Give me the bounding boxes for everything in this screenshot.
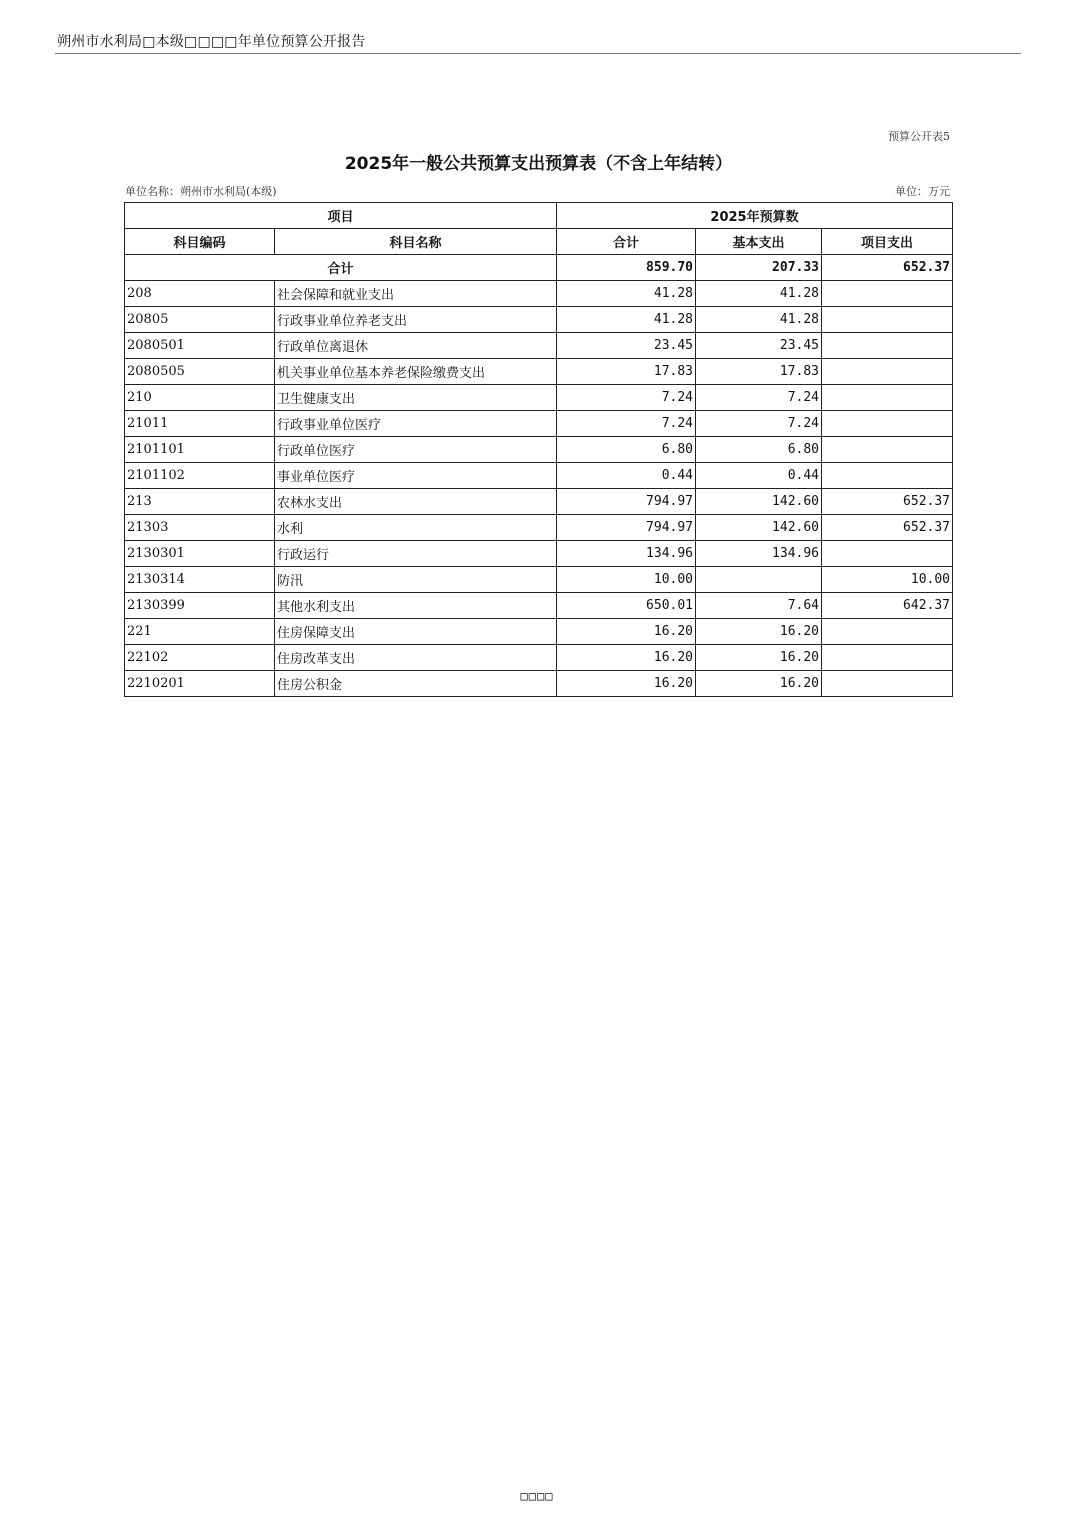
subject-name: 事业单位医疗 xyxy=(275,463,557,489)
table-row xyxy=(125,593,953,619)
total-basic: 207.33 xyxy=(696,255,822,281)
amount-project xyxy=(822,671,953,697)
column-header-project: 项目支出 xyxy=(822,229,953,255)
amount-total: 7.24 xyxy=(557,411,696,437)
amount-basic: 142.60 xyxy=(696,489,822,515)
table-row xyxy=(125,307,953,333)
table-row xyxy=(125,463,953,489)
table-row xyxy=(125,281,953,307)
form-number: 预算公开表5 xyxy=(888,130,950,143)
budget-table xyxy=(124,202,953,697)
subject-name: 卫生健康支出 xyxy=(275,385,557,411)
amount-project: 652.37 xyxy=(822,489,953,515)
subject-code: 213 xyxy=(125,489,275,515)
table-row xyxy=(125,437,953,463)
amount-basic: 16.20 xyxy=(696,645,822,671)
header-budget-year: 2025年预算数 xyxy=(557,203,953,229)
amount-total: 0.44 xyxy=(557,463,696,489)
subject-code: 2101101 xyxy=(125,437,275,463)
column-header-code: 科目编码 xyxy=(125,229,275,255)
header-row-columns xyxy=(125,229,953,255)
amount-project xyxy=(822,619,953,645)
amount-project xyxy=(822,307,953,333)
subject-code: 22102 xyxy=(125,645,275,671)
subject-code: 2130301 xyxy=(125,541,275,567)
amount-basic: 41.28 xyxy=(696,307,822,333)
page-title: 2025年一般公共预算支出预算表（不含上年结转） xyxy=(344,154,733,174)
total-row xyxy=(125,255,953,281)
subject-name: 农林水支出 xyxy=(275,489,557,515)
subject-code: 2130314 xyxy=(125,567,275,593)
subject-code: 210 xyxy=(125,385,275,411)
amount-basic: 134.96 xyxy=(696,541,822,567)
amount-basic xyxy=(696,567,822,593)
table-row xyxy=(125,645,953,671)
amount-project xyxy=(822,541,953,567)
amount-project xyxy=(822,463,953,489)
amount-basic: 7.24 xyxy=(696,411,822,437)
table-row xyxy=(125,385,953,411)
table-row xyxy=(125,515,953,541)
total-label: 合计 xyxy=(125,255,557,281)
header-divider xyxy=(55,53,1021,54)
amount-project xyxy=(822,411,953,437)
running-header: 朔州市水利局□本级□□□□年单位预算公开报告 xyxy=(57,34,366,50)
subject-name: 行政事业单位养老支出 xyxy=(275,307,557,333)
table-row xyxy=(125,567,953,593)
amount-total: 41.28 xyxy=(557,307,696,333)
subject-code: 2080505 xyxy=(125,359,275,385)
amount-total: 650.01 xyxy=(557,593,696,619)
amount-project xyxy=(822,385,953,411)
subject-name: 水利 xyxy=(275,515,557,541)
column-header-total: 合计 xyxy=(557,229,696,255)
header-item: 项目 xyxy=(125,203,557,229)
table-row xyxy=(125,359,953,385)
total-project: 652.37 xyxy=(822,255,953,281)
amount-basic: 17.83 xyxy=(696,359,822,385)
amount-total: 134.96 xyxy=(557,541,696,567)
amount-project: 652.37 xyxy=(822,515,953,541)
subject-code: 2130399 xyxy=(125,593,275,619)
subject-code: 2210201 xyxy=(125,671,275,697)
subject-name: 其他水利支出 xyxy=(275,593,557,619)
subject-code: 2080501 xyxy=(125,333,275,359)
subject-code: 21303 xyxy=(125,515,275,541)
subject-name: 社会保障和就业支出 xyxy=(275,281,557,307)
subject-name: 住房公积金 xyxy=(275,671,557,697)
amount-total: 16.20 xyxy=(557,645,696,671)
subject-code: 21011 xyxy=(125,411,275,437)
amount-project xyxy=(822,333,953,359)
subject-name: 行政事业单位医疗 xyxy=(275,411,557,437)
unit-of-measure: 单位：万元 xyxy=(895,185,950,198)
subject-name: 住房改革支出 xyxy=(275,645,557,671)
subject-name: 行政单位离退休 xyxy=(275,333,557,359)
total-amount: 859.70 xyxy=(557,255,696,281)
amount-total: 17.83 xyxy=(557,359,696,385)
column-header-basic: 基本支出 xyxy=(696,229,822,255)
table-row xyxy=(125,541,953,567)
amount-basic: 23.45 xyxy=(696,333,822,359)
unit-name: 单位名称：朔州市水利局(本级) xyxy=(125,185,277,198)
subject-code: 2101102 xyxy=(125,463,275,489)
table-row xyxy=(125,671,953,697)
amount-project xyxy=(822,645,953,671)
amount-project xyxy=(822,281,953,307)
subject-name: 行政单位医疗 xyxy=(275,437,557,463)
table-row xyxy=(125,411,953,437)
amount-basic: 7.64 xyxy=(696,593,822,619)
amount-total: 7.24 xyxy=(557,385,696,411)
page-number: □□□□ xyxy=(520,1489,554,1503)
amount-total: 794.97 xyxy=(557,515,696,541)
column-header-name: 科目名称 xyxy=(275,229,557,255)
header-row-group xyxy=(125,203,953,229)
amount-basic: 16.20 xyxy=(696,619,822,645)
amount-project xyxy=(822,359,953,385)
amount-total: 23.45 xyxy=(557,333,696,359)
amount-total: 16.20 xyxy=(557,619,696,645)
subject-name: 机关事业单位基本养老保险缴费支出 xyxy=(275,359,557,385)
subject-code: 221 xyxy=(125,619,275,645)
table-row xyxy=(125,619,953,645)
amount-total: 16.20 xyxy=(557,671,696,697)
subject-code: 20805 xyxy=(125,307,275,333)
amount-total: 41.28 xyxy=(557,281,696,307)
subject-code: 208 xyxy=(125,281,275,307)
amount-total: 10.00 xyxy=(557,567,696,593)
amount-basic: 16.20 xyxy=(696,671,822,697)
amount-total: 6.80 xyxy=(557,437,696,463)
table-row xyxy=(125,489,953,515)
subject-name: 防汛 xyxy=(275,567,557,593)
table-row xyxy=(125,333,953,359)
amount-project: 642.37 xyxy=(822,593,953,619)
amount-basic: 142.60 xyxy=(696,515,822,541)
amount-project: 10.00 xyxy=(822,567,953,593)
amount-total: 794.97 xyxy=(557,489,696,515)
amount-basic: 0.44 xyxy=(696,463,822,489)
amount-basic: 6.80 xyxy=(696,437,822,463)
amount-basic: 41.28 xyxy=(696,281,822,307)
amount-project xyxy=(822,437,953,463)
subject-name: 住房保障支出 xyxy=(275,619,557,645)
subject-name: 行政运行 xyxy=(275,541,557,567)
amount-basic: 7.24 xyxy=(696,385,822,411)
